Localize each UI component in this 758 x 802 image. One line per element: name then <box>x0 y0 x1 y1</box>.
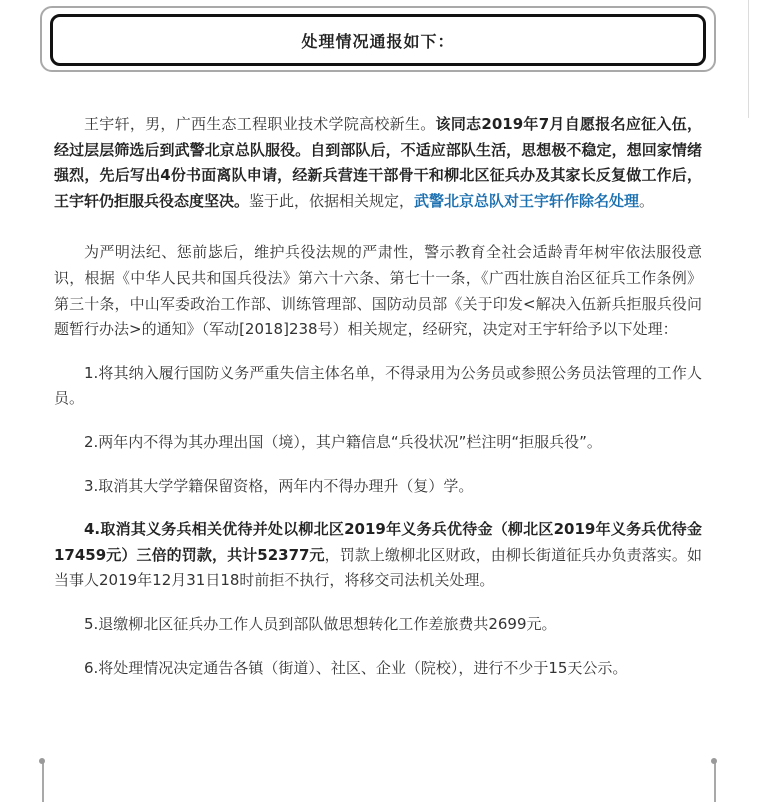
penalty-item-4 <box>54 517 702 594</box>
penalty-item-2: 2.两年内不得为其办理出国（境），其户籍信息“兵役状况”栏注明“拒服兵役”。 <box>84 432 602 451</box>
penalty-item-1: 1.将其纳入履行国防义务严重失信主体名单，不得录用为公务员或参照公务员法管理的工作人员。 <box>54 363 702 408</box>
paragraph-summary <box>54 112 702 214</box>
penalty-item-4-rest: ，罚款上缴柳北区财政，由柳长街道征兵办负责落实。如当事人2019年12月31日18时前拒不执行，将移交司法机关处理。 <box>54 545 702 590</box>
scrollbar-track[interactable] <box>748 0 758 118</box>
frame-dot-left <box>39 758 45 764</box>
page-title: 处理情况通报如下： <box>301 31 455 51</box>
header-box <box>50 14 706 66</box>
footer-frame <box>42 762 716 802</box>
penalty-item-6: 6.将处理情况决定通告各镇（街道）、社区、企业（院校），进行不少于15天公示。 <box>84 658 628 677</box>
penalty-item-3: 3.取消其大学学籍保留资格，两年内不得办理升（复）学。 <box>84 476 474 495</box>
penalty-item-4-bold: 4.取消其义务兵相关优待并处以柳北区2019年义务兵优待金（柳北区2019年义务兵优待金17459元）三倍的罚款，共计52377元 <box>54 520 702 564</box>
summary-bold: 该同志2019年7月自愿报名应征入伍，经过层层筛选后到武警北京总队服役。自到部队后，不适应部队生活，思想极不稳定，想回家情绪强烈，先后写出4份书面离队申请，经新兵营连干部骨干和柳北区征兵办及其家长反复做工作后，王宇轩仍拒服兵役态度坚决。 <box>54 115 702 210</box>
summary-decision-link[interactable]: 武警北京总队对王宇轩作除名处理 <box>414 191 640 210</box>
article-body <box>54 112 702 681</box>
frame-dot-right <box>711 758 717 764</box>
summary-end: 。 <box>639 191 655 210</box>
summary-basis: 鉴于此，依据相关规定， <box>249 191 415 210</box>
paragraph-legal-basis: 为严明法纪、惩前毖后，维护兵役法规的严肃性，警示教育全社会适龄青年树牢依法服役意识，根据《中华人民共和国兵役法》第六十六条、第七十一条，《广西壮族自治区征兵工作条例》第三十条，中山军委政治工作部、训练管理部、国防动员部《关于印发<解决入伍新兵拒服兵役问题暂行办法>的通知》（军动[2018]238号）相关规定，经研究，决定对王宇轩给予以下处理： <box>54 243 702 339</box>
summary-intro: 王宇轩，男，广西生态工程职业技术学院高校新生。 <box>84 115 436 133</box>
penalty-item-5: 5.退缴柳北区征兵办工作人员到部队做思想转化工作差旅费共2699元。 <box>84 614 557 633</box>
